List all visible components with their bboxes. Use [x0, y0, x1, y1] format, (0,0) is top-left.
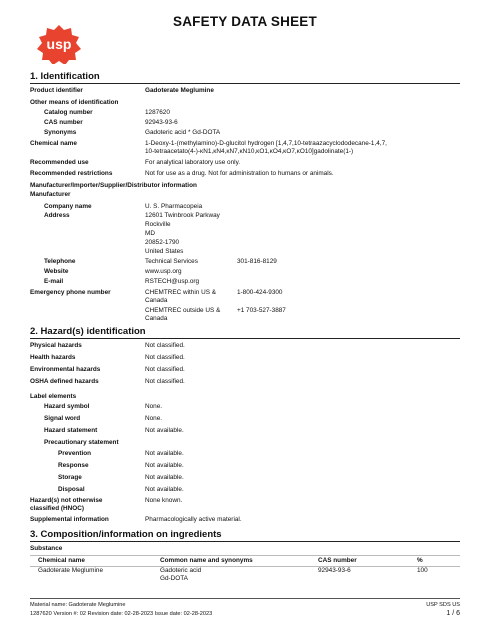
- logo-text: usp: [46, 36, 72, 52]
- section-3-heading: 3. Composition/information on ingredients: [30, 529, 222, 540]
- label-elements-label: Label elements: [30, 393, 77, 400]
- address-line: MD: [145, 230, 155, 237]
- product-identifier: Gadoterate Meglumine: [145, 87, 214, 94]
- emergency-2-line-1: CHEMTREC outside US &: [145, 307, 221, 314]
- company-name: U. S. Pharmacopeia: [145, 203, 203, 210]
- physical-hazards-label: Physical hazards: [30, 342, 82, 349]
- environmental-hazards-label: Environmental hazards: [30, 366, 101, 373]
- document-title: SAFETY DATA SHEET: [173, 14, 317, 29]
- emergency-label: Emergency phone number: [30, 289, 111, 296]
- column-header-percent: %: [417, 557, 423, 564]
- telephone-label: Telephone: [44, 258, 76, 265]
- recommended-use: For analytical laboratory use only.: [145, 159, 241, 166]
- storage: Not available.: [145, 474, 184, 481]
- restrictions: Not for use as a drug. Not for administration to humans or animals.: [145, 170, 334, 177]
- catalog-number: 1287620: [145, 109, 170, 116]
- other-means-label: Other means of identification: [30, 99, 119, 106]
- environmental-hazards: Not classified.: [145, 366, 185, 373]
- supplemental-label: Supplemental information: [30, 516, 109, 523]
- emergency-1-line-2: Canada: [145, 297, 168, 304]
- emergency-1-phone: 1-800-424-9300: [237, 289, 283, 296]
- hnoc-label-line-2: classified (HNOC): [30, 505, 84, 512]
- hazard-symbol: None.: [145, 403, 163, 410]
- chemical-name-label: Chemical name: [30, 140, 77, 147]
- manufacturer-info-label: Manufacturer/Importer/Supplier/Distributor information: [30, 182, 197, 189]
- response-label: Response: [58, 462, 89, 469]
- supplemental-info: Pharmacologically active material.: [145, 516, 242, 523]
- precautionary-label: Precautionary statement: [44, 439, 119, 446]
- synonyms: Gadoteric acid * Gd-DOTA: [145, 129, 221, 136]
- cell-chemical-name: Gadoterate Meglumine: [38, 567, 104, 574]
- footer-sds-tag: USP SDS US: [426, 602, 460, 608]
- storage-label: Storage: [58, 474, 82, 481]
- footer-page-number: 1 / 6: [446, 610, 460, 617]
- prevention: Not available.: [145, 450, 184, 457]
- email-label: E-mail: [44, 278, 64, 285]
- telephone-number: 301-816-8129: [237, 258, 277, 265]
- emergency-1-line-1: CHEMTREC within US &: [145, 289, 217, 296]
- website-link[interactable]: www.usp.org: [145, 268, 182, 275]
- section-divider: [30, 541, 460, 542]
- disposal: Not available.: [145, 486, 184, 493]
- section-divider: [30, 83, 460, 84]
- cell-common-name-1: Gadoteric acid: [160, 567, 202, 574]
- cas-number: 92943-93-6: [145, 119, 178, 126]
- address-line: Rockville: [145, 221, 171, 228]
- disposal-label: Disposal: [58, 486, 85, 493]
- product-identifier-label: Product identifier: [30, 87, 83, 94]
- hazard-statement-label: Hazard statement: [44, 427, 98, 434]
- cell-percent: 100: [417, 567, 428, 574]
- emergency-2-phone: +1 703-527-3887: [237, 307, 286, 314]
- email-link[interactable]: RSTECH@usp.org: [145, 278, 200, 285]
- manufacturer-label: Manufacturer: [30, 191, 71, 198]
- website-label: Website: [44, 268, 69, 275]
- physical-hazards: Not classified.: [145, 342, 185, 349]
- telephone-service: Technical Services: [145, 258, 198, 265]
- recommended-use-label: Recommended use: [30, 159, 89, 166]
- company-label: Company name: [44, 203, 92, 210]
- emergency-2-line-2: Canada: [145, 315, 168, 322]
- column-header-chemical-name: Chemical name: [38, 557, 85, 564]
- cas-label: CAS number: [44, 119, 83, 126]
- substance-label: Substance: [30, 545, 63, 552]
- chemical-name-line-1: 1-Deoxy-1-(methylamino)-D-glucitol hydrogen [1,4,7,10-tetraazacyclododecane-1,4,7,: [145, 140, 387, 147]
- hnoc: None known.: [145, 497, 183, 504]
- table-top-rule: [30, 555, 460, 556]
- footer-material-name: Material name: Gadoterate Meglumine: [30, 602, 126, 608]
- address-line: 20852-1790: [145, 239, 180, 246]
- hazard-symbol-label: Hazard symbol: [44, 403, 90, 410]
- response: Not available.: [145, 462, 184, 469]
- footer-revision-info: 1287620 Version #: 02 Revision date: 02-28-2023 Issue date: 02-28-2023: [30, 611, 213, 617]
- address-line: United States: [145, 248, 184, 255]
- column-header-cas-number: CAS number: [318, 557, 357, 564]
- usp-logo: [34, 24, 84, 64]
- footer-rule: [30, 598, 460, 599]
- cell-cas-number: 92943-93-6: [318, 567, 351, 574]
- section-1-heading: 1. Identification: [30, 71, 100, 82]
- osha-hazards: Not classified.: [145, 378, 185, 385]
- health-hazards: Not classified.: [145, 354, 185, 361]
- section-divider: [30, 338, 460, 339]
- signal-word: None.: [145, 415, 163, 422]
- catalog-label: Catalog number: [44, 109, 93, 116]
- signal-word-label: Signal word: [44, 415, 81, 422]
- hazard-statement: Not available.: [145, 427, 184, 434]
- osha-hazards-label: OSHA defined hazards: [30, 378, 99, 385]
- synonyms-label: Synonyms: [44, 129, 77, 136]
- column-header-common-name: Common name and synonyms: [160, 557, 253, 564]
- hnoc-label-line-1: Hazard(s) not otherwise: [30, 497, 103, 504]
- address-line: 12601 Twinbrook Parkway: [145, 212, 220, 219]
- health-hazards-label: Health hazards: [30, 354, 76, 361]
- cell-common-name-2: Gd-DOTA: [160, 575, 188, 582]
- prevention-label: Prevention: [58, 450, 92, 457]
- section-2-heading: 2. Hazard(s) identification: [30, 326, 146, 337]
- restrictions-label: Recommended restrictions: [30, 170, 113, 177]
- chemical-name-line-2: 10-tetraacetato(4-)-κN1,κN4,κN7,κN10,κO1,κO4,κO7,κO10]gadolinate(1-): [145, 148, 354, 155]
- address-label: Address: [44, 212, 70, 219]
